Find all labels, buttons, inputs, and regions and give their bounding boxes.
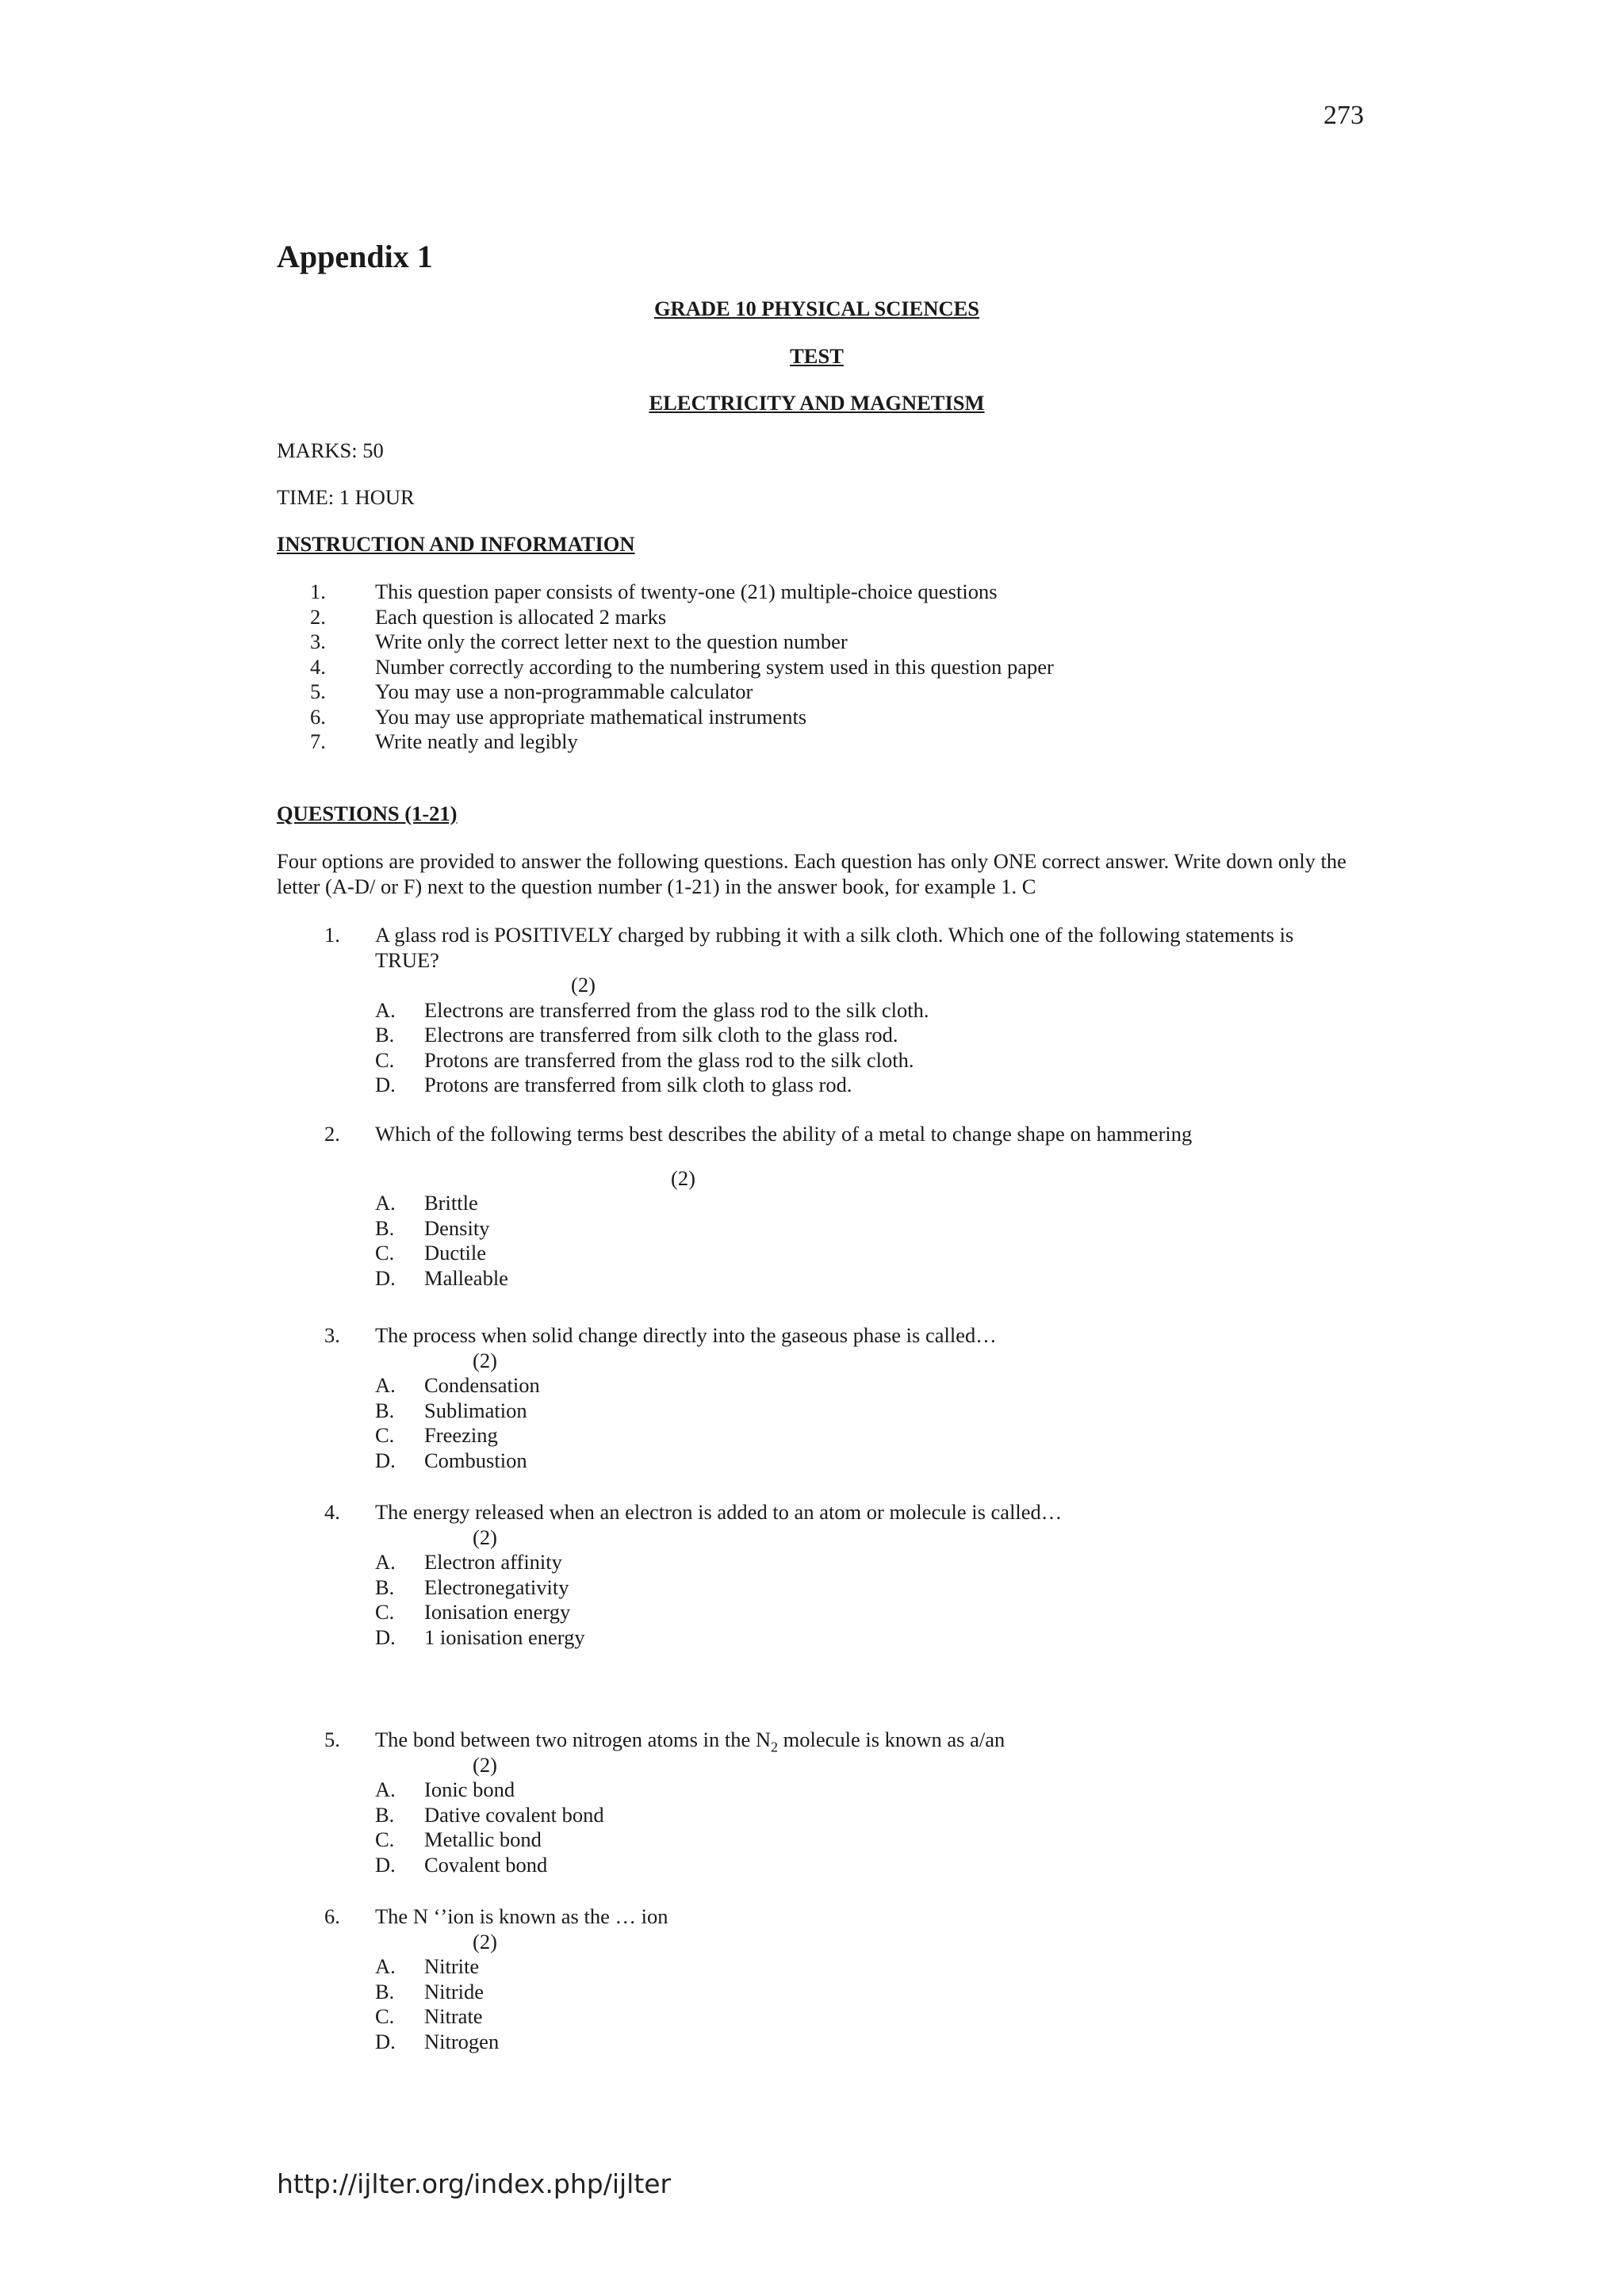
option-letter: A. bbox=[375, 1373, 396, 1397]
option-letter: C. bbox=[375, 2004, 395, 2028]
option-item bbox=[277, 1399, 1357, 1424]
marks-label: MARKS: 50 bbox=[277, 438, 384, 462]
option-item bbox=[277, 1191, 1357, 1216]
option-item bbox=[277, 1423, 1357, 1448]
instruction-number: 1. bbox=[310, 580, 326, 603]
option-text: Nitrite bbox=[424, 1954, 480, 1978]
instruction-number: 2. bbox=[310, 604, 326, 629]
option-text: Combustion bbox=[424, 1448, 527, 1472]
option-letter: D. bbox=[375, 1852, 396, 1877]
option-text: Malleable bbox=[424, 1265, 508, 1290]
option-text: Electron affinity bbox=[424, 1550, 562, 1574]
option-item bbox=[277, 1048, 1357, 1073]
option-letter: C. bbox=[375, 1600, 395, 1624]
option-letter: A. bbox=[375, 997, 396, 1022]
instruction-list bbox=[277, 580, 1357, 755]
instruction-item bbox=[277, 729, 1357, 755]
option-text: Metallic bond bbox=[424, 1827, 542, 1851]
instruction-text: Each question is allocated 2 marks bbox=[375, 604, 667, 629]
option-letter: C. bbox=[375, 1047, 395, 1072]
option-letter: D. bbox=[375, 1448, 396, 1472]
option-text: Ionisation energy bbox=[424, 1600, 571, 1624]
question-number: 4. bbox=[324, 1500, 340, 1524]
option-item bbox=[277, 1625, 1357, 1651]
option-letter: B. bbox=[375, 1979, 395, 2003]
instruction-item bbox=[277, 705, 1357, 730]
test-subject-heading: GRADE 10 PHYSICAL SCIENCES bbox=[653, 297, 980, 320]
option-item bbox=[277, 2030, 1357, 2055]
question-marks: (2) bbox=[473, 1929, 497, 1954]
option-text: Nitride bbox=[424, 1979, 485, 2003]
question-marks: (2) bbox=[473, 1348, 497, 1372]
question-text: A glass rod is POSITIVELY charged by rubbing it with a silk cloth. Which one of the following statements is TRUE? bbox=[375, 923, 1294, 972]
option-letter: C. bbox=[375, 1241, 395, 1265]
option-item bbox=[277, 1803, 1357, 1828]
option-text: Brittle bbox=[424, 1191, 478, 1215]
question-text-before: The bond between two nitrogen atoms in the N bbox=[375, 1728, 771, 1751]
option-item bbox=[277, 1073, 1357, 1098]
instruction-text: This question paper consists of twenty-one (21) multiple-choice questions bbox=[375, 580, 998, 603]
option-item bbox=[277, 1954, 1357, 1980]
question-2 bbox=[277, 1122, 1357, 1291]
option-item bbox=[277, 1980, 1357, 2005]
option-text: Covalent bond bbox=[424, 1852, 548, 1877]
questions-intro: Four options are provided to answer the following questions. Each question has only ONE correct answer. Write down only the letter (A-D/ or F) next to the question number (1-21) in the answer book, for example 1. C bbox=[277, 849, 1346, 898]
option-text: Protons are transferred from silk cloth to glass rod. bbox=[424, 1073, 852, 1096]
instruction-text: You may use appropriate mathematical instruments bbox=[375, 704, 807, 729]
question-number: 3. bbox=[324, 1323, 340, 1347]
option-letter: D. bbox=[375, 1265, 396, 1290]
option-text: Nitrate bbox=[424, 2004, 483, 2028]
question-number: 1. bbox=[324, 923, 340, 947]
option-item bbox=[277, 1216, 1357, 1242]
option-text: 1 ionisation energy bbox=[424, 1624, 585, 1649]
option-item bbox=[277, 1827, 1357, 1853]
instruction-item bbox=[277, 679, 1357, 705]
option-letter: C. bbox=[375, 1827, 395, 1851]
option-item bbox=[277, 1600, 1357, 1625]
instruction-item bbox=[277, 605, 1357, 630]
question-marks: (2) bbox=[571, 973, 596, 997]
option-letter: D. bbox=[375, 1624, 396, 1649]
question-1 bbox=[277, 923, 1357, 1098]
question-marks: (2) bbox=[473, 1752, 497, 1777]
option-text: Nitrogen bbox=[424, 2029, 500, 2053]
question-number: 2. bbox=[324, 1122, 340, 1146]
option-text: Electrons are transferred from silk cloth to the glass rod. bbox=[424, 1023, 898, 1047]
subscript: 2 bbox=[770, 1739, 778, 1755]
question-text: Which of the following terms best describes the ability of a metal to change shape on hammering bbox=[375, 1122, 1193, 1146]
option-letter: B. bbox=[375, 1398, 395, 1422]
time-label: TIME: 1 HOUR bbox=[277, 485, 415, 509]
option-text: Freezing bbox=[424, 1423, 498, 1447]
question-text: The process when solid change directly into the gaseous phase is called… bbox=[375, 1323, 997, 1347]
question-marks: (2) bbox=[473, 1525, 497, 1549]
option-text: Protons are transferred from the glass rod to the silk cloth. bbox=[424, 1047, 914, 1072]
instruction-item bbox=[277, 655, 1357, 680]
question-number: 5. bbox=[324, 1728, 340, 1751]
option-text: Density bbox=[424, 1215, 490, 1240]
test-type-heading: TEST bbox=[790, 344, 844, 368]
option-letter: B. bbox=[375, 1575, 395, 1599]
question-marks: (2) bbox=[671, 1165, 695, 1190]
option-letter: B. bbox=[375, 1215, 395, 1240]
option-letter: A. bbox=[375, 1777, 396, 1801]
option-text: Ductile bbox=[424, 1241, 486, 1265]
test-topic-heading: ELECTRICITY AND MAGNETISM bbox=[649, 391, 985, 415]
question-number: 6. bbox=[324, 1904, 340, 1928]
option-item bbox=[277, 1448, 1357, 1474]
instruction-text: Number correctly according to the numbering system used in this question paper bbox=[375, 654, 1054, 679]
option-letter: A. bbox=[375, 1550, 396, 1574]
instruction-text: Write neatly and legibly bbox=[375, 729, 578, 753]
option-item bbox=[277, 1853, 1357, 1878]
option-letter: D. bbox=[375, 1073, 396, 1096]
question-text-after: molecule is known as a/an bbox=[777, 1728, 1005, 1751]
instruction-text: Write only the correct letter next to the question number bbox=[375, 629, 848, 653]
option-letter: D. bbox=[375, 2029, 396, 2053]
question-3 bbox=[277, 1323, 1357, 1473]
option-item bbox=[277, 1266, 1357, 1292]
option-letter: C. bbox=[375, 1423, 395, 1447]
question-text bbox=[375, 1728, 1357, 1753]
instruction-number: 6. bbox=[310, 704, 326, 729]
option-letter: A. bbox=[375, 1191, 396, 1215]
option-letter: B. bbox=[375, 1023, 395, 1047]
question-5 bbox=[277, 1728, 1357, 1877]
appendix-title: Appendix 1 bbox=[277, 239, 433, 274]
instruction-heading: INSTRUCTION AND INFORMATION bbox=[277, 532, 635, 556]
option-item bbox=[277, 1550, 1357, 1575]
option-text: Sublimation bbox=[424, 1398, 527, 1422]
questions-heading: QUESTIONS (1-21) bbox=[277, 802, 458, 825]
option-text: Dative covalent bond bbox=[424, 1802, 604, 1827]
option-item bbox=[277, 1241, 1357, 1266]
instruction-number: 3. bbox=[310, 629, 326, 653]
instruction-number: 7. bbox=[310, 729, 326, 753]
option-text: Electronegativity bbox=[424, 1575, 569, 1599]
option-text: Ionic bond bbox=[424, 1777, 515, 1801]
option-item bbox=[277, 2004, 1357, 2030]
instruction-number: 4. bbox=[310, 654, 326, 679]
option-text: Condensation bbox=[424, 1373, 540, 1397]
question-6 bbox=[277, 1904, 1357, 2054]
option-item bbox=[277, 1777, 1357, 1803]
question-text: The energy released when an electron is added to an atom or molecule is called… bbox=[375, 1500, 1063, 1524]
question-4 bbox=[277, 1500, 1357, 1650]
instruction-item bbox=[277, 629, 1357, 655]
option-item bbox=[277, 1373, 1357, 1399]
option-item bbox=[277, 1023, 1357, 1048]
instruction-item bbox=[277, 580, 1357, 605]
instruction-text: You may use a non-programmable calculator bbox=[375, 679, 753, 703]
option-letter: A. bbox=[375, 1954, 396, 1978]
footer-url[interactable]: http://ijlter.org/index.php/ijlter bbox=[277, 2168, 672, 2199]
instruction-number: 5. bbox=[310, 679, 326, 703]
question-text: The N ‘’ion is known as the … ion bbox=[375, 1904, 668, 1928]
page-number: 273 bbox=[1323, 101, 1364, 130]
option-text: Electrons are transferred from the glass rod to the silk cloth. bbox=[424, 997, 929, 1022]
option-letter: B. bbox=[375, 1802, 395, 1827]
option-item bbox=[277, 998, 1357, 1024]
option-item bbox=[277, 1575, 1357, 1601]
